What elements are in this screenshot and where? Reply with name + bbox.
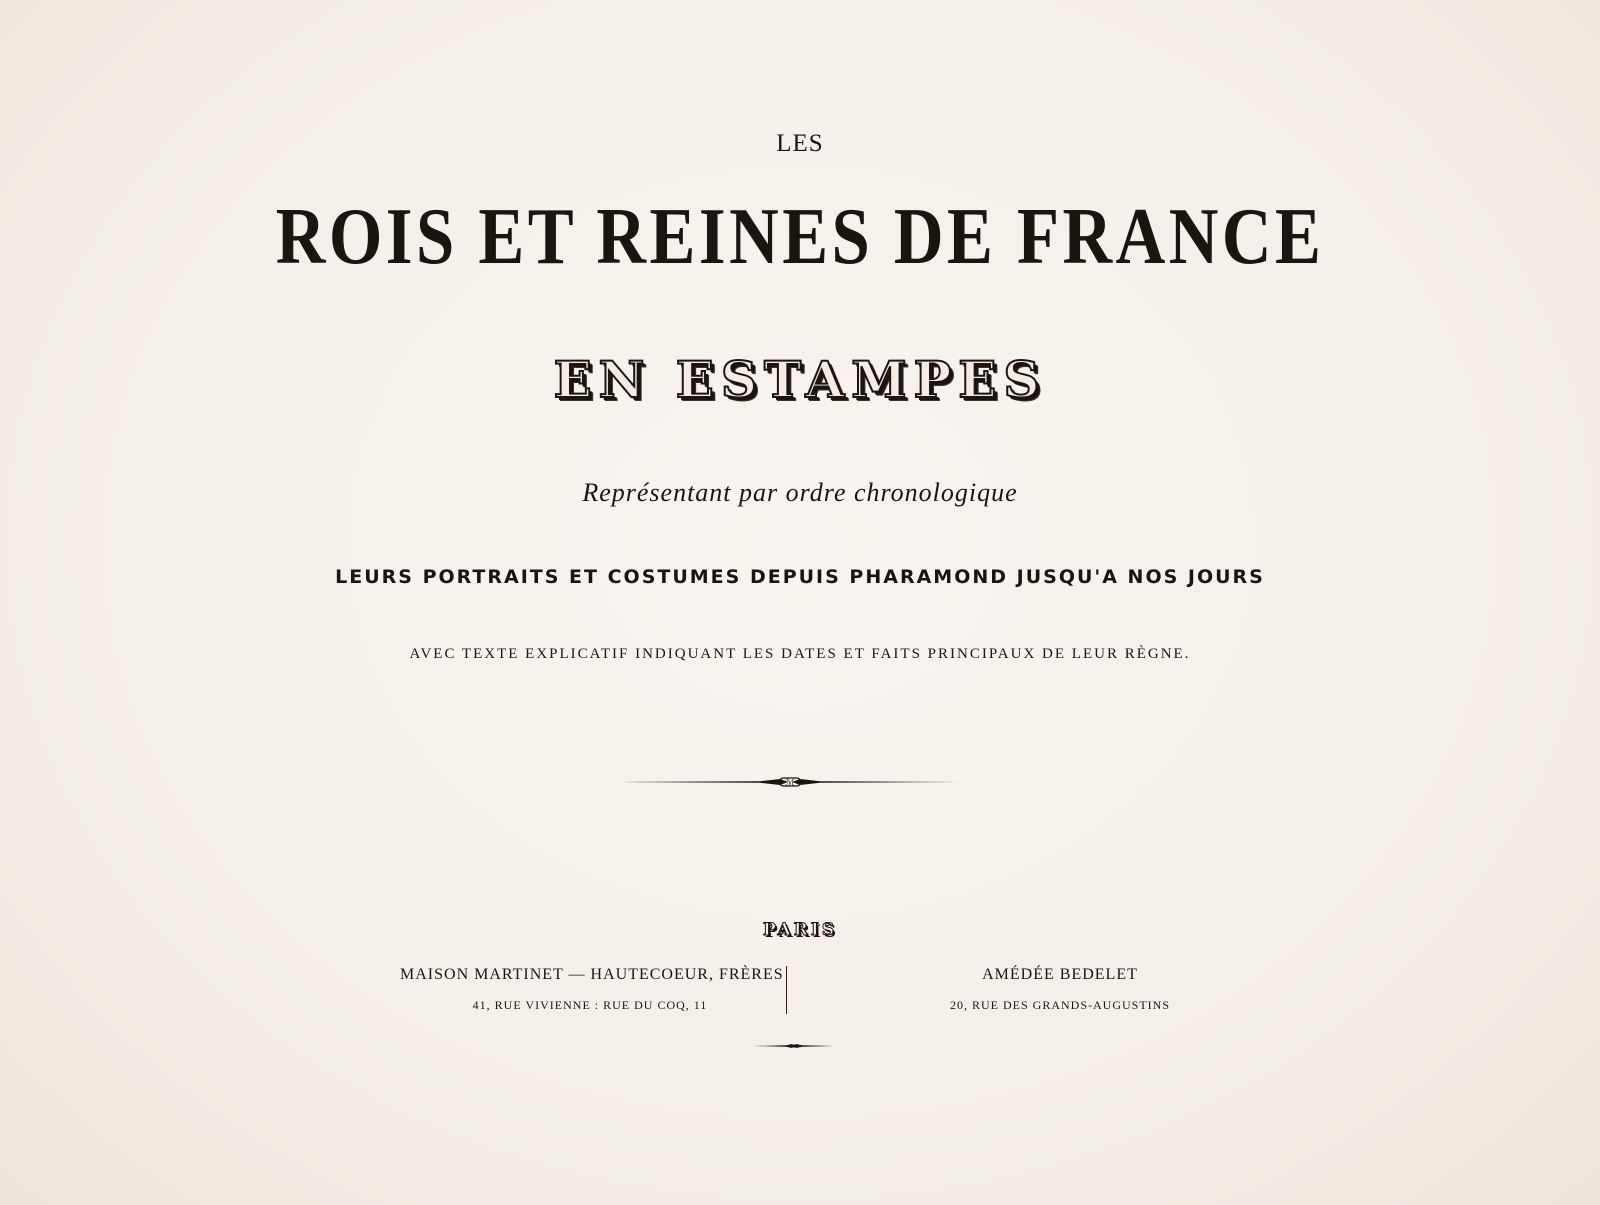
explanatory-line: AVEC TEXTE EXPLICATIF INDIQUANT LES DATES ET FAITS PRINCIPAUX DE LEUR RÈGNE.: [409, 646, 1191, 662]
right-publisher-name: AMÉDÉE BEDELET: [982, 966, 1138, 983]
publisher-divider: [786, 966, 787, 1014]
imprint-city: PARIS: [762, 920, 838, 940]
decorative-subtitle: EN ESTAMPES: [553, 350, 1047, 409]
main-title: ROIS ET REINES DE FRANCE: [275, 193, 1325, 281]
portraits-line: LEURS PORTRAITS ET COSTUMES DEPUIS PHARAMOND JUSQU'A NOS JOURS: [335, 566, 1265, 588]
divider-ornament-icon: [620, 772, 960, 792]
title-les: LES: [776, 130, 824, 157]
small-ornament-icon: [754, 1040, 834, 1052]
right-publisher-address: 20, RUE DES GRANDS-AUGUSTINS: [949, 998, 1170, 1012]
left-publisher-address: 41, RUE VIVIENNE : RUE DU COQ, 11: [472, 998, 708, 1012]
left-publisher-name: MAISON MARTINET — HAUTECOEUR, FRÈRES: [400, 966, 784, 983]
ornament-monogram: ℳ: [785, 777, 795, 788]
italic-subtitle: Représentant par ordre chronologique: [582, 478, 1018, 507]
